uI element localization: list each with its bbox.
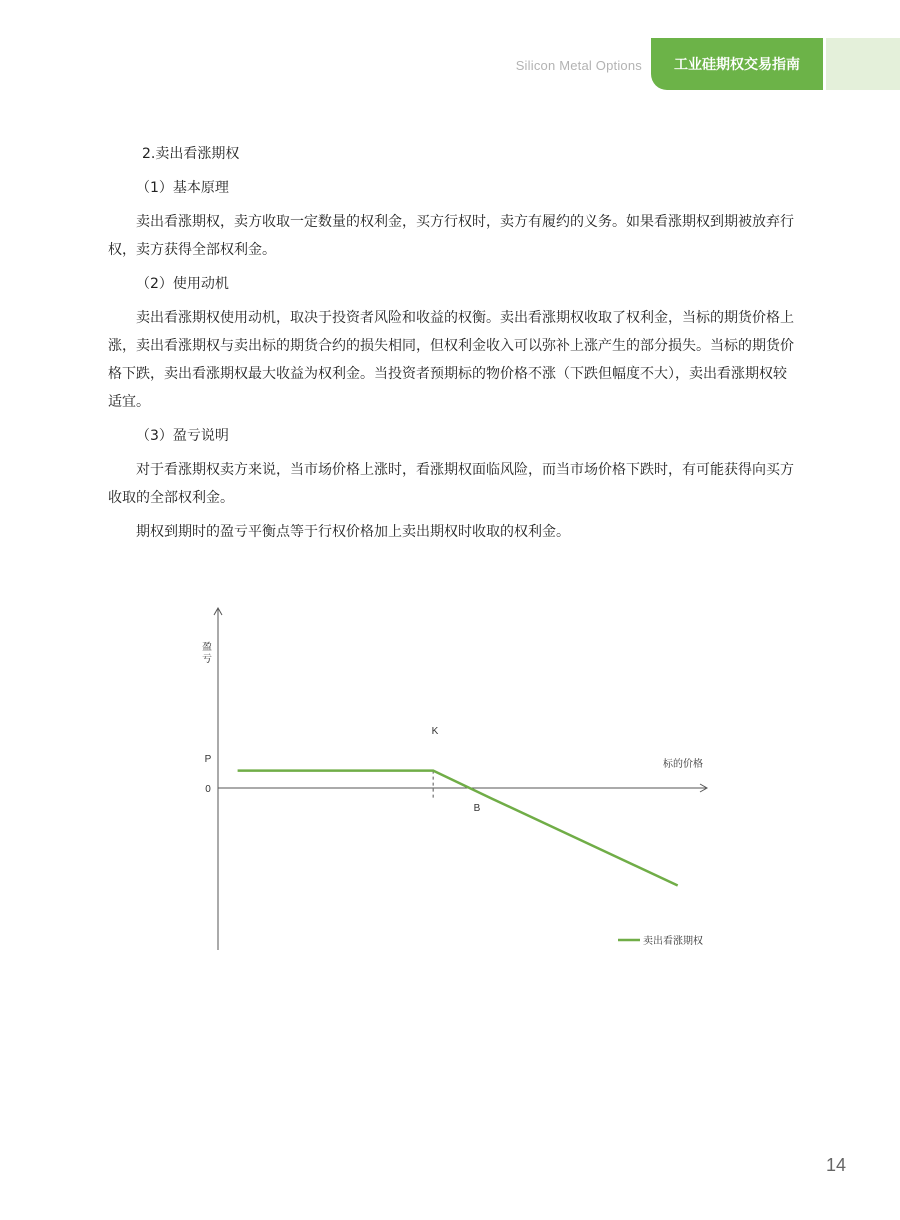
section-heading: 2.卖出看涨期权 — [142, 146, 240, 162]
subsection-title-principle: （1）基本原理 — [136, 180, 229, 196]
header-decoration — [826, 38, 900, 90]
header-subtitle-en: Silicon Metal Options — [515, 58, 642, 73]
payoff-chart-svg — [180, 600, 740, 960]
paragraph-pnl-2: 期权到期时的盈亏平衡点等于行权价格加上卖出期权时收取的权利金。 — [136, 524, 570, 540]
document-body — [108, 140, 798, 552]
y-axis-label-1: 盈 — [202, 642, 212, 653]
header-title-tab — [651, 38, 823, 90]
subsection-title-motivation: （2）使用动机 — [136, 276, 229, 292]
premium-label: P — [204, 754, 212, 765]
origin-label: 0 — [205, 784, 211, 795]
x-axis-label: 标的价格 — [663, 759, 703, 770]
paragraph-pnl-1: 对于看涨期权卖方来说，当市场价格上涨时，看涨期权面临风险，而当市场价格下跌时，有可能获得向买方收取的全部权利金。 — [108, 462, 794, 506]
payoff-chart — [180, 600, 740, 960]
y-axis-label-2: 亏 — [202, 654, 212, 665]
strike-label: K — [431, 726, 439, 737]
page-number: 14 — [825, 1155, 846, 1175]
legend-label: 卖出看涨期权 — [643, 936, 703, 947]
header-title: 工业硅期权交易指南 — [674, 57, 800, 73]
subsection-title-pnl: （3）盈亏说明 — [136, 428, 229, 444]
paragraph-principle: 卖出看涨期权，卖方收取一定数量的权利金，买方行权时，卖方有履约的义务。如果看涨期权到期被放弃行权，卖方获得全部权利金。 — [108, 214, 794, 258]
breakeven-label: B — [473, 803, 481, 814]
paragraph-motivation: 卖出看涨期权使用动机，取决于投资者风险和收益的权衡。卖出看涨期权收取了权利金，当标的期货价格上涨，卖出看涨期权与卖出标的期货合约的损失相同，但权利金收入可以弥补上涨产生的部分损失。当标的期货价格下跌，卖出看涨期权最大收益为权利金。当投资者预期标的物价格不涨（下跌但幅度不大），卖出看涨期权较适宜。 — [108, 310, 794, 410]
